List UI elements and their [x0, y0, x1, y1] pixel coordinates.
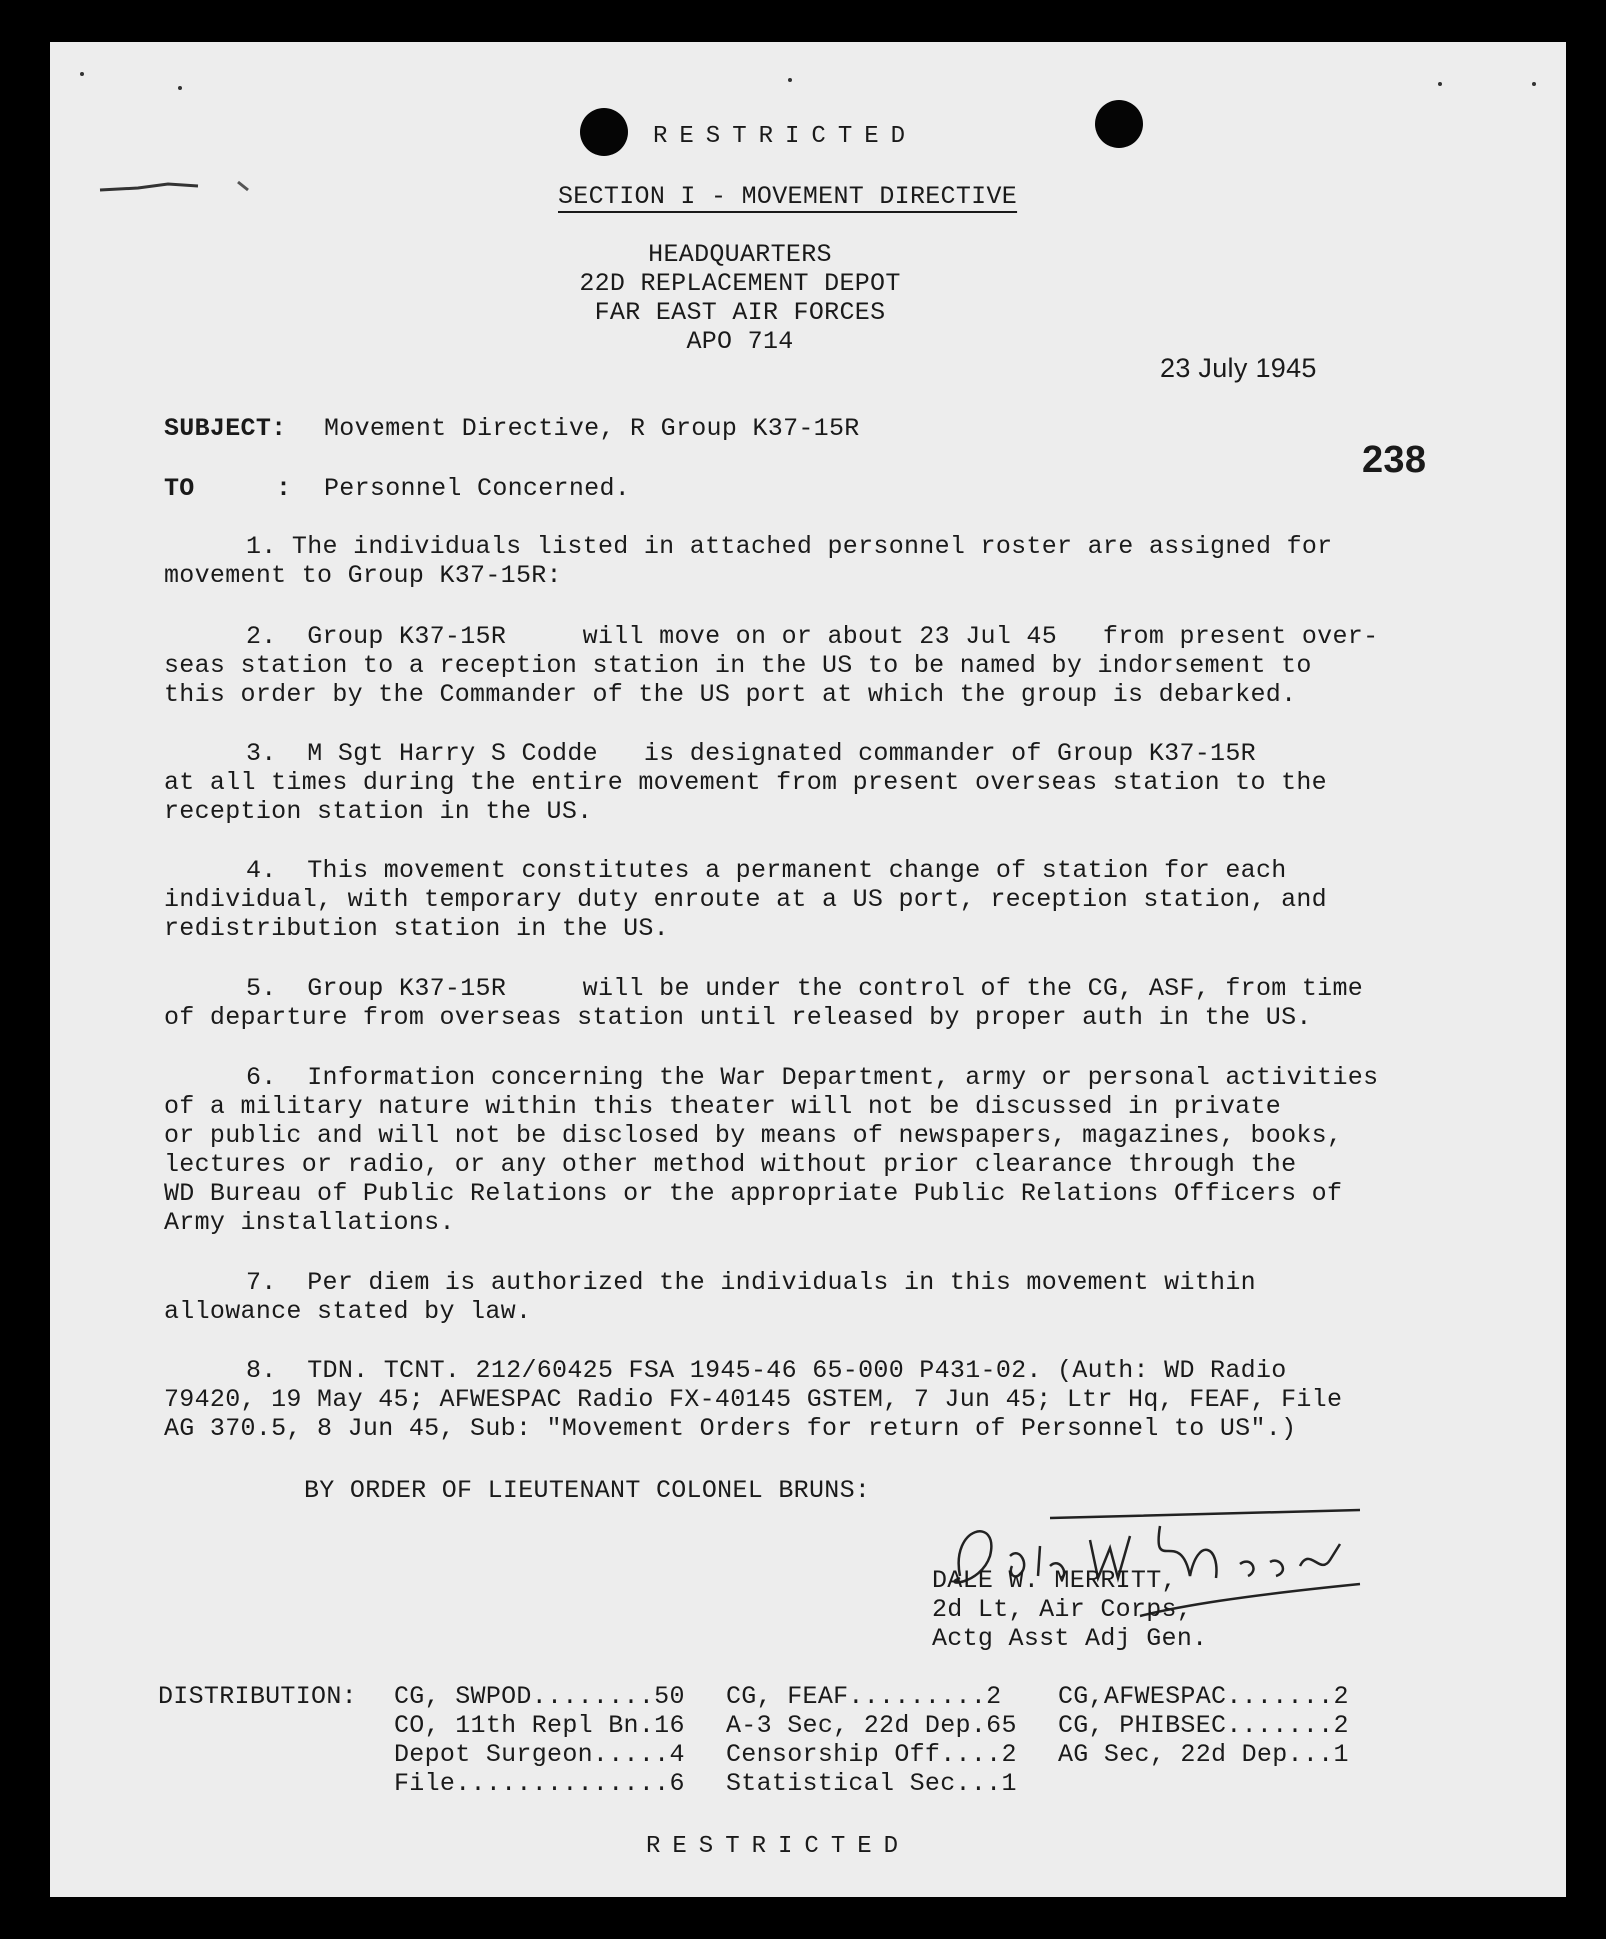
- distribution-entry: CG,AFWESPAC.......2: [1058, 1682, 1349, 1711]
- hq-line: FAR EAST AIR FORCES: [594, 298, 886, 327]
- punch-hole-right: [1095, 100, 1143, 148]
- paragraph-1-line: 1. The individuals listed in attached personnel roster are assigned for: [246, 532, 1333, 561]
- signature-rank: 2d Lt, Air Corps,: [932, 1595, 1193, 1624]
- distribution-entry: Censorship Off....2: [726, 1740, 1017, 1769]
- punch-hole-left: [580, 108, 628, 156]
- document-page: [50, 42, 1566, 1897]
- order-line: BY ORDER OF LIEUTENANT COLONEL BRUNS:: [304, 1476, 871, 1505]
- paragraph-2-line: 2. Group K37-15R will move on or about 23 Jul 45 from present over-: [246, 622, 1379, 651]
- paragraph-1-line: movement to Group K37-15R:: [164, 561, 562, 590]
- paragraph-3-line: reception station in the US.: [164, 797, 593, 826]
- paragraph-6-line: Army installations.: [164, 1208, 455, 1237]
- distribution-label: DISTRIBUTION:: [158, 1682, 357, 1711]
- paragraph-2-line: seas station to a reception station in the US to be named by indorsement to: [164, 651, 1312, 680]
- to-label: TO: [164, 474, 195, 503]
- paper-speck: [80, 72, 84, 76]
- paragraph-6-line: 6. Information concerning the War Department, army or personal activities: [246, 1063, 1379, 1092]
- distribution-entry: CO, 11th Repl Bn.16: [394, 1711, 685, 1740]
- paragraph-6-line: WD Bureau of Public Relations or the appropriate Public Relations Officers of: [164, 1179, 1343, 1208]
- paragraph-4-line: individual, with temporary duty enroute at a US port, reception station, and: [164, 885, 1327, 914]
- to-colon: :: [276, 474, 292, 503]
- distribution-entry: CG, FEAF.........2: [726, 1682, 1002, 1711]
- paper-speck: [178, 86, 182, 90]
- paragraph-3-line: 3. M Sgt Harry S Codde is designated commander of Group K37-15R: [246, 739, 1256, 768]
- paper-speck: [1438, 82, 1442, 86]
- paragraph-4-line: 4. This movement constitutes a permanent change of station for each: [246, 856, 1287, 885]
- paper-speck: [788, 78, 792, 82]
- distribution-entry: CG, PHIBSEC.......2: [1058, 1711, 1349, 1740]
- paragraph-7-line: allowance stated by law.: [164, 1297, 532, 1326]
- section-title: SECTION I - MOVEMENT DIRECTIVE: [558, 182, 1018, 211]
- distribution-entry: CG, SWPOD........50: [394, 1682, 685, 1711]
- paragraph-7-line: 7. Per diem is authorized the individuals in this movement within: [246, 1268, 1256, 1297]
- paragraph-6-line: or public and will not be disclosed by means of newspapers, magazines, books,: [164, 1121, 1343, 1150]
- paragraph-8-line: 79420, 19 May 45; AFWESPAC Radio FX-40145 GSTEM, 7 Jun 45; Ltr Hq, FEAF, File: [164, 1385, 1343, 1414]
- distribution-entry: Statistical Sec...1: [726, 1769, 1017, 1798]
- distribution-entry: Depot Surgeon.....4: [394, 1740, 685, 1769]
- document-number: 238: [1362, 439, 1427, 481]
- hq-line: 22D REPLACEMENT DEPOT: [579, 269, 901, 298]
- subject-label: SUBJECT:: [164, 414, 287, 443]
- hq-line: APO 714: [686, 327, 794, 356]
- distribution-entry: AG Sec, 22d Dep...1: [1058, 1740, 1349, 1769]
- document-date: 23 July 1945: [1160, 353, 1317, 383]
- paragraph-5-line: of departure from overseas station until released by proper auth in the US.: [164, 1003, 1312, 1032]
- paragraph-8-line: 8. TDN. TCNT. 212/60425 FSA 1945-46 65-000 P431-02. (Auth: WD Radio: [246, 1356, 1287, 1385]
- paragraph-5-line: 5. Group K37-15R will be under the control of the CG, ASF, from time: [246, 974, 1364, 1003]
- pen-mark: [98, 168, 258, 208]
- paragraph-6-line: of a military nature within this theater will not be discussed in private: [164, 1092, 1282, 1121]
- to-value: Personnel Concerned.: [324, 474, 631, 503]
- paragraph-3-line: at all times during the entire movement from present overseas station to the: [164, 768, 1327, 797]
- paragraph-4-line: redistribution station in the US.: [164, 914, 669, 943]
- signature-title: Actg Asst Adj Gen.: [932, 1624, 1208, 1653]
- classification-bottom: RESTRICTED: [646, 1833, 911, 1860]
- paragraph-6-line: lectures or radio, or any other method without prior clearance through the: [164, 1150, 1297, 1179]
- classification-top: RESTRICTED: [653, 123, 918, 150]
- distribution-entry: A-3 Sec, 22d Dep.65: [726, 1711, 1017, 1740]
- paper-speck: [1532, 82, 1536, 86]
- signature-name: DALE W. MERRITT,: [932, 1566, 1177, 1595]
- subject-value: Movement Directive, R Group K37-15R: [324, 414, 860, 443]
- hq-line: HEADQUARTERS: [648, 240, 832, 269]
- paragraph-8-line: AG 370.5, 8 Jun 45, Sub: "Movement Orders for return of Personnel to US".): [164, 1414, 1297, 1443]
- paragraph-2-line: this order by the Commander of the US port at which the group is debarked.: [164, 680, 1297, 709]
- distribution-entry: File..............6: [394, 1769, 685, 1798]
